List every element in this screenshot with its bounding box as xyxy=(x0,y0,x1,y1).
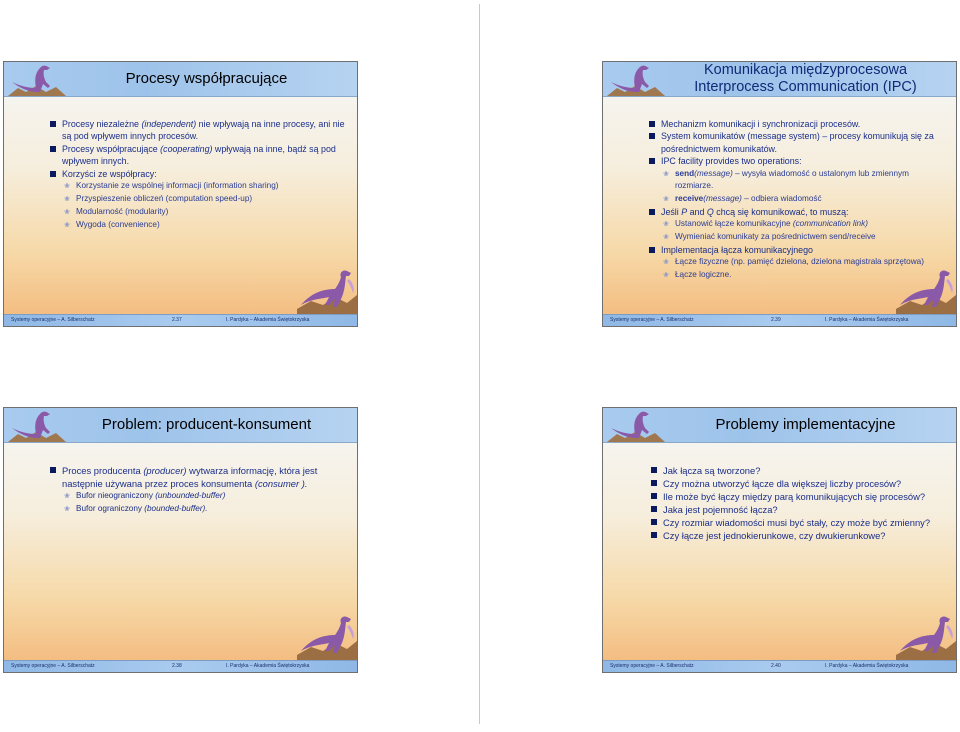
footer-author: I. Pardyka – Akademia Świętokrzyska xyxy=(825,663,909,669)
bullet-item: System komunikatów (message system) – procesy komunikują się za pośrednictwem komunikatów. xyxy=(647,130,944,155)
slide-title: Problemy implementacyjne xyxy=(715,416,896,433)
sub-bullet-item: ❀ Bufor nieograniczony (unbounded-buffer) xyxy=(62,490,345,502)
sub-bullet-item: ❀ Wymieniać komunikaty za pośrednictwem send/receive xyxy=(661,231,944,243)
footer-author: I. Pardyka – Akademia Świętokrzyska xyxy=(825,317,909,323)
bullet-item: Jeśli P and Q chcą się komunikować, to muszą: ❀ Ustanowić łącze komunikacyjne (communication link) ❀ Wymieniać komunikaty za pośrednictwem send/receive xyxy=(647,206,944,243)
slide-number: 2.38 xyxy=(172,663,182,669)
sub-bullet-item: ❀ Łącze logiczne. xyxy=(661,269,944,281)
slide-footer xyxy=(4,660,357,672)
bullet-item: Proces producenta (producer) wytwarza informację, która jest następnie używana przez proces konsumenta (consumer ). ❀ Bufor nieograniczony (unbounded-buffer) ❀ Bufor ograniczony (bounded-buffer). xyxy=(48,464,345,515)
title-line: Komunikacja międzyprocesowa xyxy=(703,62,908,78)
footer-course: Systemy operacyjne – A. Silberschatz xyxy=(11,663,95,669)
slide-producent-konsument xyxy=(3,407,358,673)
sub-bullet-item: ❀ Wygoda (convenience) xyxy=(62,219,345,231)
footer-course: Systemy operacyjne – A. Silberschatz xyxy=(610,317,694,323)
bullet-item: Procesy współpracujące (cooperating) wpływają na inne, bądź są pod wpływem innych. xyxy=(48,143,345,168)
bullet-item: Jaka jest pojemność łącza? xyxy=(649,503,944,516)
slide-title: Procesy współpracujące xyxy=(125,70,288,87)
bullet-item: Czy można utworzyć łącze dla większej liczby procesów? xyxy=(649,477,944,490)
slide-footer xyxy=(603,314,956,326)
bullet-item: Czy rozmiar wiadomości musi być stały, czy może być zmienny? xyxy=(649,516,944,529)
dinosaur-icon xyxy=(896,269,956,317)
bullet-item: Korzyści ze współpracy: ❀ Korzystanie ze wspólnej informacji (information sharing) ❀ Przyspieszenie obliczeń (computation speed-up) ❀ Modularność (modularity) ❀ Wygoda (convenience) xyxy=(48,168,345,231)
slide-body xyxy=(649,464,944,542)
bullet-item: Jak łącza są tworzone? xyxy=(649,464,944,477)
sub-bullet-item: ❀ Łącze fizyczne (np. pamięć dzielona, dzielona magistrala sprzętowa) xyxy=(661,256,944,268)
sub-bullet-item: ❀ Korzystanie ze wspólnej informacji (information sharing) xyxy=(62,180,345,192)
dinosaur-icon xyxy=(297,615,357,663)
sub-bullet-item: ❀ Ustanowić łącze komunikacyjne (communication link) xyxy=(661,218,944,230)
slide-footer xyxy=(4,314,357,326)
footer-author: I. Pardyka – Akademia Świętokrzyska xyxy=(226,317,310,323)
dinosaur-icon xyxy=(297,269,357,317)
bullet-item: Ile może być łączy między parą komunikujących się procesów? xyxy=(649,490,944,503)
footer-author: I. Pardyka – Akademia Świętokrzyska xyxy=(226,663,310,669)
sub-bullet-item: ❀ receive(message) – odbiera wiadomość xyxy=(661,193,944,205)
page-divider xyxy=(479,4,480,724)
slide-body xyxy=(48,118,345,232)
bullet-item: Mechanizm komunikacji i synchronizacji procesów. xyxy=(647,118,944,130)
footer-course: Systemy operacyjne – A. Silberschatz xyxy=(11,317,95,323)
slide-number: 2.37 xyxy=(172,317,182,323)
slide-body xyxy=(48,464,345,516)
slide-problemy-implementacyjne xyxy=(602,407,957,673)
bullet-item: Czy łącze jest jednokierunkowe, czy dwukierunkowe? xyxy=(649,529,944,542)
dinosaur-icon xyxy=(6,62,68,98)
sub-bullet-item: ❀ Przyspieszenie obliczeń (computation speed-up) xyxy=(62,193,345,205)
slide-footer xyxy=(603,660,956,672)
slide-title xyxy=(661,62,950,96)
bullet-item: IPC facility provides two operations: ❀ send(message) – wysyła wiadomość o ustalonym lub zmiennym rozmiarze. ❀ receive(message) – odbiera wiadomość xyxy=(647,155,944,204)
slide-komunikacja-miedzyprocesowa xyxy=(602,61,957,327)
sub-bullet-item: ❀ send(message) – wysyła wiadomość o ustalonym lub zmiennym rozmiarze. xyxy=(661,168,944,192)
footer-course: Systemy operacyjne – A. Silberschatz xyxy=(610,663,694,669)
bullet-item: Procesy niezależne (independent) nie wpływają na inne procesy, ani nie są pod wpływem innych procesów. xyxy=(48,118,345,143)
slide-number: 2.40 xyxy=(771,663,781,669)
dinosaur-icon xyxy=(896,615,956,663)
slide-procesy-wspolpracujace xyxy=(3,61,358,327)
sub-bullet-item: ❀ Bufor ograniczony (bounded-buffer). xyxy=(62,503,345,515)
sub-bullet-item: ❀ Modularność (modularity) xyxy=(62,206,345,218)
dinosaur-icon xyxy=(605,62,667,98)
dinosaur-icon xyxy=(6,408,68,444)
title-line: Interprocess Communication (IPC) xyxy=(694,79,917,95)
dinosaur-icon xyxy=(605,408,667,444)
slide-number: 2.39 xyxy=(771,317,781,323)
slide-title: Problem: producent-konsument xyxy=(101,416,312,433)
slide-body xyxy=(647,118,944,282)
bullet-item: Implementacja łącza komunikacyjnego ❀ Łącze fizyczne (np. pamięć dzielona, dzielona magistrala sprzętowa) ❀ Łącze logiczne. xyxy=(647,244,944,281)
